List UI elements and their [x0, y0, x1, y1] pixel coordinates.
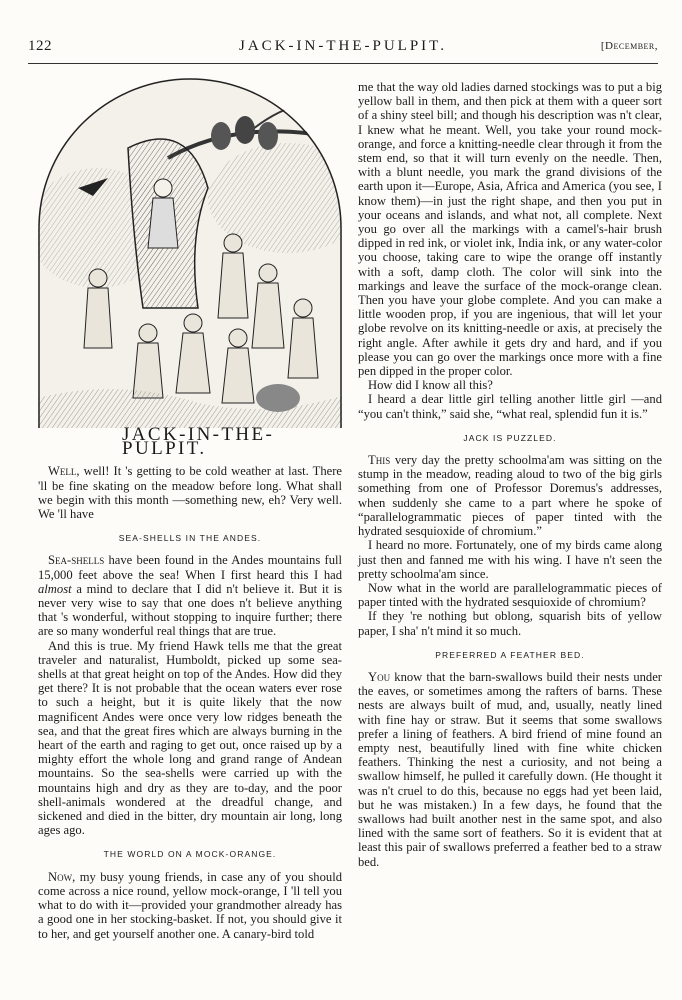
mock-orange-continued: me that the way old ladies darned stockings was to put a big yellow ball in them, and then pick at them with a queer sort of a shiny steel bill; and though his description was n't clear, I knew what he meant. Well, you take your round mock-orange, and force a knitting-needle clear through it from the stem end, so that it will turn evenly on the needle. Then, with a blunt needle, you mark the grand divisions of the earth upon it—Europe, Asia, Africa and America (you see, I know them)—in just the right shape, and then you put in your oceans and islands, and what not, all complete. Next you go over all the markings with a camel's-hair brush dipped in red ink, or violet ink, India ink, or any water-color you choose, taking care to wipe the orange off instantly with a soft, damp cloth. The color will sink into the markings and leave the surface of the mock-orange clean. Then you have your globe complete. And you can make a little wooden prop, if you are ingenious, that will let your globe revolve on its knitting-needle or axis, at precisely the right angle. After awhile it gets dry and hard, and if you please you can go over the markings once more with a fine pen dipped in the proper color. [358, 80, 663, 379]
section-title: JACK-IN-THE-PULPIT. [122, 424, 275, 460]
jack-puzzled-paragraph-1: This very day the pretty schoolma'am was sitting on the stump in the meadow, reading aloud to two of the big girls something from one of Professor Doremus's addresses, when suddenly she came to a part where he spoke of “parallelogrammatic pieces of paper tinted with the hydrated sesquioxide of chromium.” [358, 453, 662, 539]
jack-puzzled-paragraph-3: Now what in the world are parallelogrammatic pieces of paper tinted with the hydrated sesquioxide of chromium? [358, 580, 662, 610]
feather-bed-paragraph: You know that the barn-swallows build their nests under the eaves, or sometimes among the rafters of barns. These nests are always built of mud, and, usually, neatly lined with fine hay or straw. But it seems that some swallows prefer a lining of feathers. A bird friend of mine found an empty nest, beautifully lined with fine white chicken feathers. Thinking the nest a curiosity, and not being a swallow himself, he pulled it carefully down. (He thought it was n't cruel to do this, because no eggs had yet been laid, but he was mistaken.) In a few days, he found that the swallows had built another nest in the same spot, and also lined with the same sort of feathers. So it is evident that at least this pair of swallows preferred a feather bed to a straw bed. [358, 669, 662, 869]
jack-in-the-pulpit-illustration [38, 78, 342, 428]
mock-orange-paragraph-1: Now, my busy young friends, in case any of you should come across a nice round, yellow mock-orange, I 'll tell you what to do with it—provided your grandmother already has a good one in her stocking-basket. If not, you should give it to her, and get yourself another one. A canary-bird told [38, 869, 342, 941]
heading-feather-bed: PREFERRED A FEATHER BED. [435, 649, 585, 660]
jack-puzzled-paragraph-2: I heard no more. Fortunately, one of my birds came along just then and fanned me with his wing. I have n't seen the pretty schoolma'am since. [358, 538, 662, 581]
mock-orange-paragraph-2: How did I know all this? [368, 378, 493, 393]
jack-puzzled-paragraph-4: If they 're nothing but oblong, squarish bits of yellow paper, I sha' n't mind it so much. [358, 609, 662, 638]
page-number: 122 [28, 38, 52, 54]
heading-mock-orange: THE WORLD ON A MOCK-ORANGE. [103, 849, 277, 860]
header-rule [28, 63, 658, 64]
page-header [28, 38, 658, 60]
running-head: JACK-IN-THE-PULPIT. [239, 38, 447, 54]
right-column [358, 80, 662, 869]
heading-jack-puzzled: JACK IS PUZZLED. [463, 432, 557, 443]
mock-orange-paragraph-3: I heard a dear little girl telling another little girl —and “you can't think,” said she, “what real, splendid fun it is.” [358, 392, 662, 421]
left-column [38, 78, 342, 941]
sea-shells-paragraph-1: Sea-shells have been found in the Andes mountains full 15,000 feet above the sea! When I first heard this I had almost a mind to declare that I did n't believe it. But it is never very wise to say that one does n't believe anything that 's wonderful, without stopping to inquire further; there are so many wonderful real things that are true. [38, 553, 342, 639]
sea-shells-paragraph-2: And this is true. My friend Hawk tells me that the great traveler and naturalist, Humboldt, picked up some sea-shells at that great height on top of the Andes. How did they get there? It is not probable that the ocean waters ever rose to such a height, but it is quite likely that the now magnificent Andes were once very low ridges beneath the sea, and that the great fires which are always burning in the heart of the earth and raging to get out, once raised up by a mighty effort the whole long and grand range of Andean mountains. So the sea-shells were carried up with the mountains high and dry as they are to-day, and the poor shell-animals wondered at the dreadful change, and sickened and died in the bitter, dry mountain air long, long ages ago. [38, 638, 342, 838]
heading-sea-shells: SEA-SHELLS IN THE ANDES. [118, 533, 262, 544]
intro-paragraph: Well, well! It 's getting to be cold weather at last. There 'll be fine skating on the meadow before long. What shall we begin with this month —something new, eh? Very well. We 'll have [38, 464, 342, 522]
issue-month: [December, [600, 40, 658, 52]
